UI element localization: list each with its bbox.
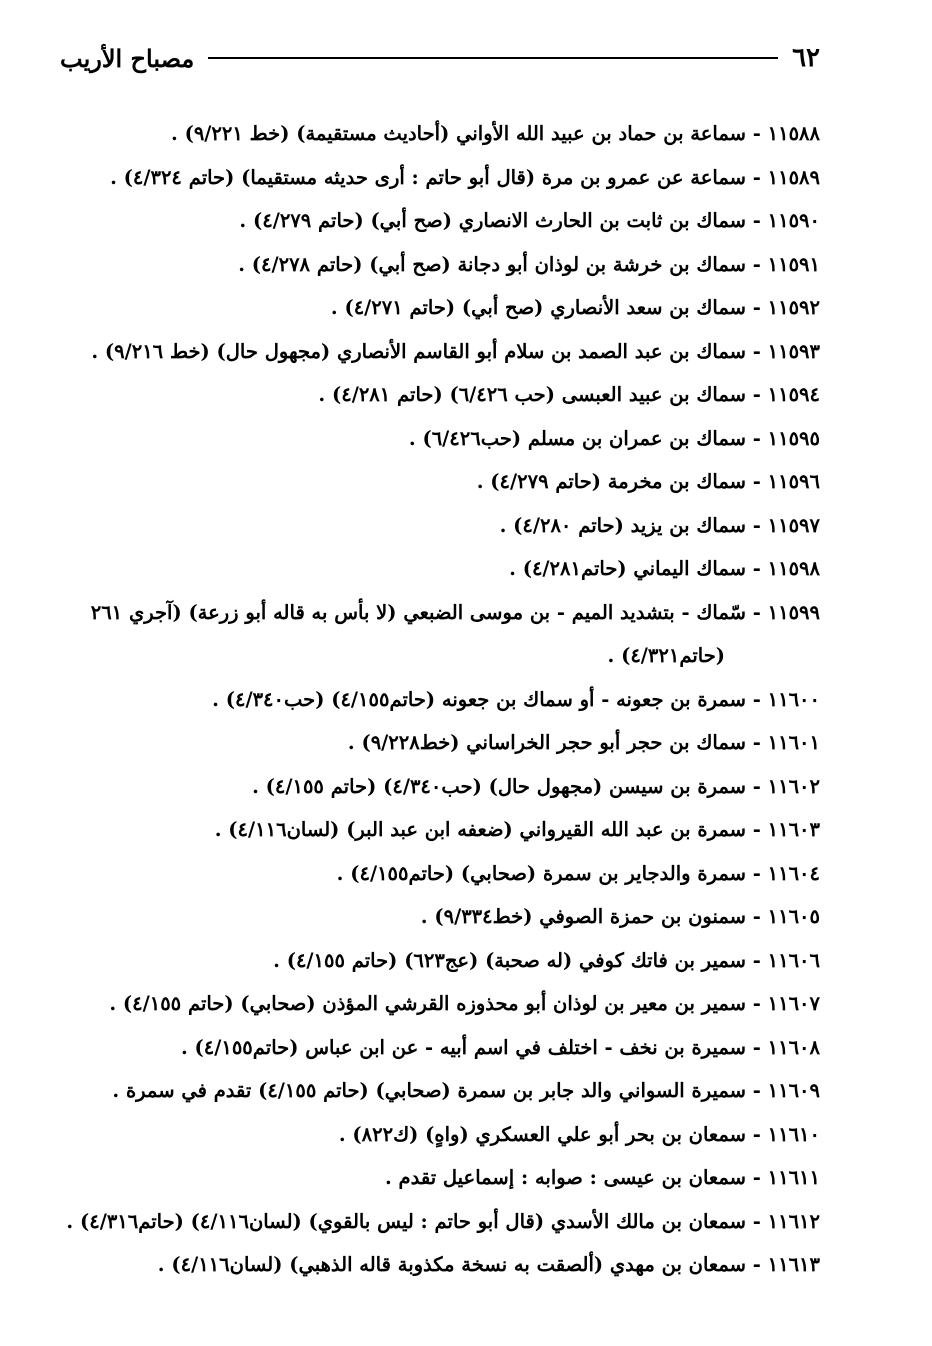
entry-number: ١١٦٠٧ — [767, 992, 820, 1015]
entry-number: ١١٥٩٩ — [767, 600, 820, 624]
entry-row — [60, 199, 820, 243]
entry-text: - سمنون بن حمزة الصوفي (خط٩/٣٣٤) . — [420, 905, 768, 928]
entry-row — [60, 1113, 820, 1157]
entry-text: - سماعة بن حماد بن عبيد الله الأواني (أحاديث مستقيمة) (خط ٩/٢٢١) . — [171, 122, 768, 145]
entry-text: - سماك بن ثابت بن الحارث الانصاري (صح أبي) (حاتم ٤/٢٧٩) . — [239, 209, 768, 232]
entry-number: ١١٥٩٤ — [767, 383, 820, 406]
entry-number: ١١٥٩٧ — [767, 513, 820, 537]
entry-text: - سمرة والدجاير بن سمرة (صحابي) (حاتم٤/١٥٥) . — [336, 861, 768, 885]
entry-text: - سمير بن معير بن لوذان أبو محذوزه القرشي المؤذن (صحابي) (حاتم ٤/١٥٥) . — [109, 992, 768, 1015]
entry-row — [60, 112, 820, 156]
entry-row — [60, 1026, 820, 1070]
entry-text: - سّماك - بتشديد الميم - بن موسى الضبعي (لا بأس به قاله أبو زرعة) (آجري ٢٦١ — [90, 600, 768, 624]
entry-continuation: (حاتم٤/٣٢١) . — [607, 644, 725, 667]
entry-row — [60, 895, 820, 939]
entry-number: ١١٦١٠ — [767, 1122, 820, 1146]
entry-text: - سمعان بن مالك الأسدي (قال أبو حاتم : ليس بالقوي) (لسان٤/١١٦) (حاتم٤/٣١٦) . — [66, 1209, 768, 1233]
entry-text: - سمعان بن عيسى : صوابه : إسماعيل تقدم . — [384, 1166, 768, 1189]
entry-row — [60, 156, 820, 200]
entry-row — [60, 330, 820, 374]
entry-row — [60, 373, 820, 417]
entry-number: ١١٥٩١ — [767, 252, 820, 276]
entry-text: - سماك بن مخرمة (حاتم ٤/٢٧٩) . — [476, 470, 768, 493]
entry-row — [60, 721, 820, 765]
page-number: ٦٢ — [792, 43, 820, 73]
entry-number: ١١٥٩٥ — [767, 426, 820, 450]
entry-number: ١١٥٨٨ — [767, 122, 820, 145]
entry-row — [60, 1069, 820, 1113]
header-rule — [208, 57, 778, 59]
entry-number: ١١٦٠٤ — [767, 861, 820, 885]
entry-number: ١١٦٠٠ — [767, 687, 820, 711]
entry-row — [60, 504, 820, 548]
entry-number: ١١٥٩٣ — [767, 339, 820, 363]
entry-number: ١١٥٩٢ — [767, 296, 820, 319]
entry-number: ١١٦٠٩ — [767, 1079, 820, 1102]
entry-row — [60, 678, 820, 722]
entry-number: ١١٦١٣ — [767, 1253, 820, 1276]
entry-number: ١١٥٩٠ — [767, 209, 820, 232]
entry-number: ١١٦٠٥ — [767, 905, 820, 928]
entry-text: - سماك بن عمران بن مسلم (حب٦/٤٢٦) . — [408, 426, 768, 450]
entry-text: - سميرة بن نخف - اختلف في اسم أبيه - عن ابن عباس (حاتم٤/١٥٥) . — [180, 1035, 768, 1059]
entry-row — [60, 460, 820, 504]
entry-text: - سماك بن سعد الأنصاري (صح أبي) (حاتم ٤/٢٧١) . — [330, 296, 768, 319]
entry-row — [60, 1243, 820, 1287]
entry-text: - سمرة بن عبد الله القيرواني (ضعفه ابن عبد البر) (لسان٤/١١٦) . — [214, 818, 768, 841]
entry-text: - سماك بن عبيد العبسى (حب ٦/٤٢٦) (حاتم ٤/٢٨١) . — [318, 383, 768, 406]
entry-row — [60, 1200, 820, 1244]
entry-row — [60, 1156, 820, 1200]
entry-text: - سماعة عن عمرو بن مرة (قال أبو حاتم : أرى حديثه مستقيما) (حاتم ٤/٣٢٤) . — [110, 165, 768, 189]
entry-row — [60, 982, 820, 1026]
entry-text: - سمير بن فاتك كوفي (له صحبة) (عج٦٢٣) (حاتم ٤/١٥٥) . — [273, 948, 768, 972]
entry-text: - سماك اليماني (حاتم٤/٢٨١) . — [509, 557, 768, 580]
entry-row — [60, 547, 820, 591]
book-title: مصباح الأريب — [60, 43, 195, 73]
entry-row — [60, 417, 820, 461]
page-header — [60, 38, 820, 78]
entry-text: - سمعان بن مهدي (ألصقت به نسخة مكذوبة قاله الذهبي) (لسان٤/١١٦) . — [157, 1253, 768, 1276]
entry-text: - سميرة السواني والد جابر بن سمرة (صحابي) (حاتم ٤/١٥٥) تقدم في سمرة . — [112, 1079, 768, 1102]
entry-list — [60, 112, 820, 1287]
entry-number: ١١٦٠٣ — [767, 818, 820, 841]
entry-text: - سماك بن حجر أبو حجر الخراساني (خط٩/٢٢٨) . — [347, 731, 768, 754]
entry-number: ١١٥٩٨ — [767, 557, 820, 580]
entry-number: ١١٦١١ — [767, 1166, 820, 1189]
entry-row — [60, 286, 820, 330]
entry-text: - سماك بن يزيد (حاتم ٤/٢٨٠) . — [499, 513, 768, 537]
entry-row — [60, 808, 820, 852]
entry-text: - سماك بن خرشة بن لوذان أبو دجانة (صح أبي) (حاتم ٤/٢٧٨) . — [238, 252, 768, 276]
entry-number: ١١٦٠٨ — [767, 1035, 820, 1059]
entry-number: ١١٥٨٩ — [767, 165, 820, 189]
entry-row — [60, 243, 820, 287]
entry-row — [60, 765, 820, 809]
entry-text: - سمرة بن جعونه - أو سماك بن جعونه (حاتم٤/١٥٥) (حب٤/٣٤٠) . — [212, 687, 768, 711]
entry-row — [60, 939, 820, 983]
entry-text: - سماك بن عبد الصمد بن سلام أبو القاسم الأنصاري (مجهول حال) (خط ٩/٢١٦) . — [91, 339, 768, 363]
entry-number: ١١٦١٢ — [767, 1209, 820, 1233]
entry-text: - سمرة بن سيسن (مجهول حال) (حب٤/٣٤٠) (حاتم ٤/١٥٥) . — [252, 774, 768, 798]
entry-row — [60, 591, 820, 678]
entry-number: ١١٦٠٦ — [767, 948, 820, 972]
entry-number: ١١٦٠٢ — [767, 774, 820, 798]
entry-number: ١١٦٠١ — [767, 731, 820, 754]
entry-number: ١١٥٩٦ — [767, 470, 820, 493]
entry-row — [60, 852, 820, 896]
entry-text: - سمعان بن بحر أبو علي العسكري (واهٍ) (ك٨٢٢) . — [338, 1122, 768, 1146]
